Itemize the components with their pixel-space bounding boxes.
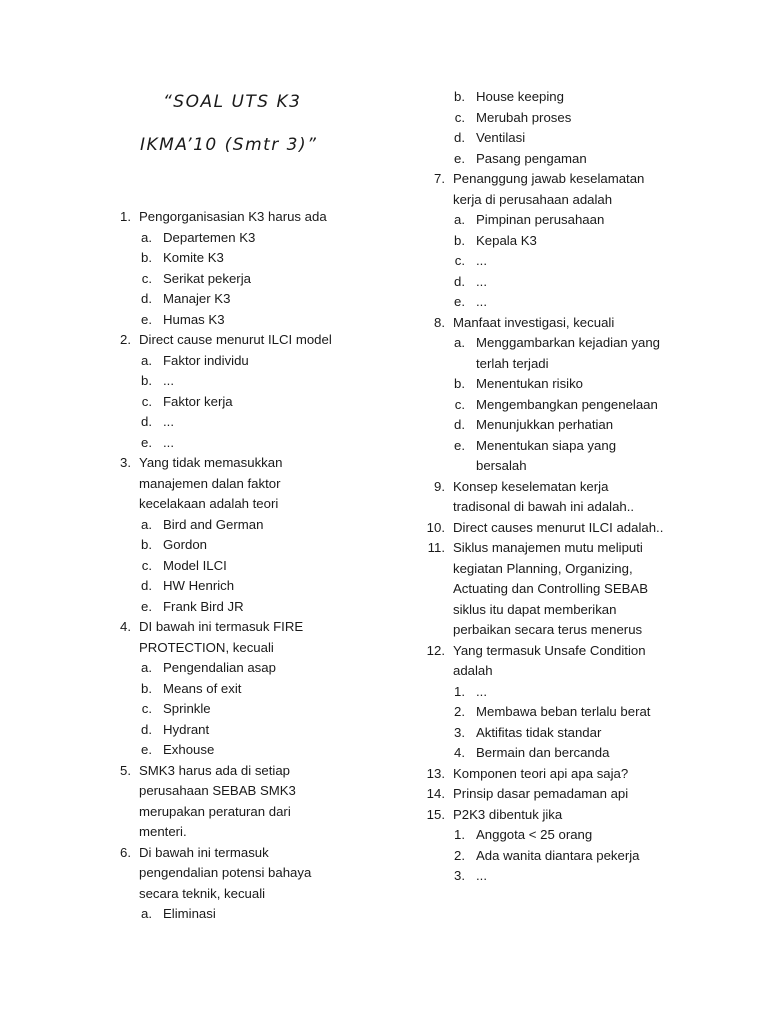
list-marker: b. (141, 680, 152, 696)
list-item (141, 413, 174, 430)
list-marker: c. (141, 393, 152, 409)
list-item (141, 229, 256, 246)
list-item (141, 598, 244, 615)
list-marker: 9. (434, 478, 445, 494)
list-marker: b. (454, 89, 465, 104)
list-marker: 8. (434, 314, 445, 330)
list-item (454, 334, 661, 351)
list-text: Faktor kerja (163, 393, 233, 409)
list-text: kecelakaan adalah teori (139, 496, 279, 511)
list-marker: e. (141, 742, 152, 757)
list-item (454, 375, 584, 392)
list-marker: e. (141, 598, 152, 614)
list-item (454, 703, 651, 720)
list-item (434, 170, 645, 187)
list-marker: 13. (426, 765, 445, 781)
list-marker: d. (454, 417, 465, 432)
list-marker: 3. (120, 455, 131, 470)
list-text: Exhouse (163, 742, 215, 757)
list-text: Manajer K3 (163, 291, 231, 306)
list-text: ... (476, 868, 487, 883)
doc-title-line1: “SOAL UTS K3 (163, 92, 302, 112)
list-item (141, 659, 276, 676)
list-text: Pengorganisasian K3 harus ada (139, 209, 327, 224)
list-text: Gordon (163, 537, 207, 552)
list-text: Menentukan risiko (476, 376, 584, 391)
list-marker: 3. (454, 724, 465, 740)
list-item (426, 519, 664, 536)
list-item-continuation (139, 823, 187, 840)
list-item (426, 806, 563, 823)
list-text: Membawa beban terlalu berat (476, 704, 651, 719)
list-item (120, 844, 269, 861)
list-item (454, 129, 526, 146)
list-text: merupakan peraturan dari (139, 803, 291, 819)
list-item-continuation (453, 191, 612, 208)
list-item-continuation (476, 457, 527, 474)
list-text: Pimpinan perusahaan (476, 212, 605, 227)
list-text: Actuating dan Controlling SEBAB (453, 581, 648, 596)
list-marker: 10. (426, 519, 445, 535)
list-text: secara teknik, kecuali (139, 885, 266, 901)
list-item (454, 211, 605, 228)
list-text: Penanggung jawab keselamatan (453, 171, 645, 186)
list-text: House keeping (476, 89, 564, 104)
list-text: HW Henrich (163, 578, 235, 593)
list-marker: e. (454, 150, 465, 166)
list-text: Manfaat investigasi, kecuali (453, 314, 615, 330)
list-marker: a. (141, 352, 152, 368)
list-text: Ada wanita diantara pekerja (476, 847, 640, 863)
list-marker: d. (141, 291, 152, 306)
list-item (120, 331, 332, 348)
list-item (141, 290, 231, 307)
list-text: Pengendalian asap (163, 660, 276, 675)
list-text: ... (476, 253, 487, 268)
list-marker: d. (454, 273, 465, 289)
list-item (141, 434, 174, 451)
list-item-continuation (453, 560, 633, 577)
list-text: perusahaan SEBAB SMK3 (139, 783, 296, 798)
list-item-continuation (139, 495, 278, 512)
list-marker: c. (141, 701, 152, 716)
list-marker: d. (454, 130, 465, 145)
list-text: Means of exit (163, 680, 242, 696)
list-text: Ventilasi (476, 130, 526, 145)
list-text: Departemen K3 (163, 229, 256, 245)
list-text: Yang tidak memasukkan (139, 455, 283, 470)
list-item (141, 516, 264, 533)
list-item (454, 826, 593, 843)
list-marker: a. (141, 516, 152, 532)
list-marker: a. (454, 212, 465, 227)
list-item (141, 741, 215, 758)
list-marker: b. (141, 373, 152, 388)
list-item (454, 437, 617, 454)
list-text: Humas K3 (163, 311, 225, 327)
list-marker: 12. (426, 642, 445, 658)
list-item (426, 785, 629, 802)
list-marker: 1. (120, 209, 131, 224)
list-text: adalah (453, 663, 493, 678)
list-marker: a. (141, 229, 152, 245)
list-text: bersalah (476, 458, 527, 473)
list-text: menteri. (139, 824, 187, 839)
list-marker: c. (454, 109, 465, 125)
list-text: Menentukan siapa yang (476, 437, 617, 453)
list-item-continuation (453, 662, 493, 679)
list-marker: d. (141, 578, 152, 593)
list-marker: d. (141, 721, 152, 737)
list-text: SMK3 harus ada di setiap (139, 762, 291, 778)
list-item (141, 372, 174, 389)
list-text: Komponen teori api apa saja? (453, 765, 629, 781)
list-text: ... (476, 294, 487, 309)
list-text: Mengembangkan pengenelaan (476, 396, 658, 412)
list-text: Kepala K3 (476, 232, 537, 248)
list-marker: c. (141, 557, 152, 573)
list-item (454, 416, 614, 433)
list-text: Menggambarkan kejadian yang (476, 335, 661, 350)
list-item (454, 252, 487, 269)
list-text: Di bawah ini termasuk (139, 844, 269, 860)
list-marker: 7. (434, 171, 445, 186)
list-item (454, 683, 487, 700)
list-text: kerja di perusahaan adalah (453, 191, 613, 207)
list-item-continuation (453, 580, 648, 597)
list-marker: 2. (454, 704, 465, 719)
list-marker: 1. (454, 683, 465, 699)
list-text: ... (476, 683, 487, 699)
list-marker: a. (141, 906, 152, 921)
list-item-continuation (139, 885, 265, 902)
list-item (454, 867, 487, 884)
list-text: Komite K3 (163, 250, 224, 265)
list-marker: e. (141, 311, 152, 327)
list-item (141, 393, 233, 410)
list-item-continuation (139, 639, 274, 656)
list-text: Direct cause menurut ILCI model (139, 332, 332, 347)
list-text: kegiatan Planning, Organizing, (453, 560, 633, 576)
list-marker: e. (454, 294, 465, 309)
list-text: Hydrant (163, 721, 210, 737)
list-item (120, 762, 291, 779)
list-item (454, 109, 572, 126)
list-marker: 6. (120, 844, 131, 860)
list-marker: b. (454, 376, 465, 391)
list-marker: a. (454, 335, 465, 350)
list-text: ... (163, 414, 174, 429)
list-marker: c. (141, 270, 152, 286)
list-item-continuation (453, 601, 616, 618)
list-text: Eliminasi (163, 906, 216, 921)
list-marker: 5. (120, 762, 131, 778)
list-item (434, 478, 609, 495)
list-item (454, 273, 487, 290)
list-marker: b. (141, 537, 152, 552)
list-text: DI bawah ini termasuk FIRE (139, 619, 304, 634)
list-marker: 2. (454, 847, 465, 863)
list-marker: 3. (454, 868, 465, 883)
list-marker: b. (454, 232, 465, 248)
list-item (120, 454, 283, 471)
list-marker: a. (141, 660, 152, 675)
list-item (141, 700, 211, 717)
list-text: PROTECTION, kecuali (139, 639, 274, 655)
list-item-continuation (139, 803, 291, 820)
list-marker: 14. (426, 786, 445, 801)
list-text: Serikat pekerja (163, 270, 251, 286)
list-item-continuation (139, 864, 311, 881)
list-marker: c. (454, 253, 465, 268)
list-marker: 15. (426, 806, 445, 822)
list-marker: 4. (120, 619, 131, 634)
list-item (454, 724, 602, 741)
list-item (454, 232, 537, 249)
list-marker: 1. (454, 827, 465, 842)
list-text: Yang termasuk Unsafe Condition (453, 642, 646, 658)
list-text: P2K3 dibentuk jika (453, 806, 563, 822)
list-item (141, 270, 251, 287)
list-text: Siklus manajemen mutu meliputi (453, 540, 643, 555)
list-text: Konsep keselematan kerja (453, 478, 609, 494)
list-text: ... (476, 273, 487, 289)
list-text: Menunjukkan perhatian (476, 417, 614, 432)
list-item-continuation (453, 498, 634, 515)
list-item (141, 721, 210, 738)
list-item (120, 618, 304, 635)
list-marker: c. (454, 396, 465, 412)
list-text: Faktor individu (163, 352, 249, 368)
list-marker: 11. (427, 540, 445, 555)
list-text: ... (163, 434, 174, 450)
list-text: Direct causes menurut ILCI adalah.. (453, 519, 664, 535)
list-marker: e. (141, 434, 152, 450)
list-text: tradisonal di bawah ini adalah.. (453, 499, 635, 514)
list-text: ... (163, 373, 174, 388)
list-item (141, 557, 227, 574)
list-item (426, 765, 629, 782)
list-text: Bird and German (163, 516, 264, 532)
list-text: Prinsip dasar pemadaman api (453, 786, 629, 801)
list-item (454, 150, 587, 167)
list-text: Sprinkle (163, 701, 211, 716)
doc-title-line2: IKMA’10 (Smtr 3)” (140, 135, 318, 155)
list-text: Pasang pengaman (476, 150, 587, 166)
list-text: terlah terjadi (476, 355, 549, 371)
list-marker: 4. (454, 745, 465, 760)
list-text: Merubah proses (476, 109, 572, 125)
list-item (426, 642, 646, 659)
list-item-continuation (476, 355, 549, 372)
list-text: pengendalian potensi bahaya (139, 865, 312, 880)
list-text: manajemen dalan faktor (139, 475, 281, 491)
list-item (141, 905, 216, 922)
list-text: Aktifitas tidak standar (476, 724, 602, 740)
list-item (427, 539, 643, 556)
list-text: siklus itu dapat memberikan (453, 601, 617, 617)
list-item (141, 249, 224, 266)
list-marker: b. (141, 250, 152, 265)
list-text: Frank Bird JR (163, 598, 244, 614)
list-item (141, 311, 225, 328)
list-item (454, 744, 610, 761)
list-item (454, 396, 658, 413)
list-item (141, 577, 235, 594)
list-item-continuation (139, 782, 296, 799)
list-item (141, 680, 242, 697)
list-item-continuation (453, 621, 642, 638)
list-item (454, 293, 487, 310)
list-item (141, 352, 249, 369)
list-text: Model ILCI (163, 557, 227, 573)
list-text: perbaikan secara terus menerus (453, 622, 643, 637)
list-item (434, 314, 615, 331)
list-marker: 2. (120, 332, 131, 347)
list-marker: d. (141, 414, 152, 429)
list-item (454, 88, 564, 105)
list-text: Anggota < 25 orang (476, 827, 593, 842)
list-marker: e. (454, 437, 465, 453)
list-item (141, 536, 207, 553)
list-item (454, 847, 640, 864)
list-item-continuation (139, 475, 280, 492)
list-item (120, 208, 327, 225)
list-text: Bermain dan bercanda (476, 745, 610, 760)
